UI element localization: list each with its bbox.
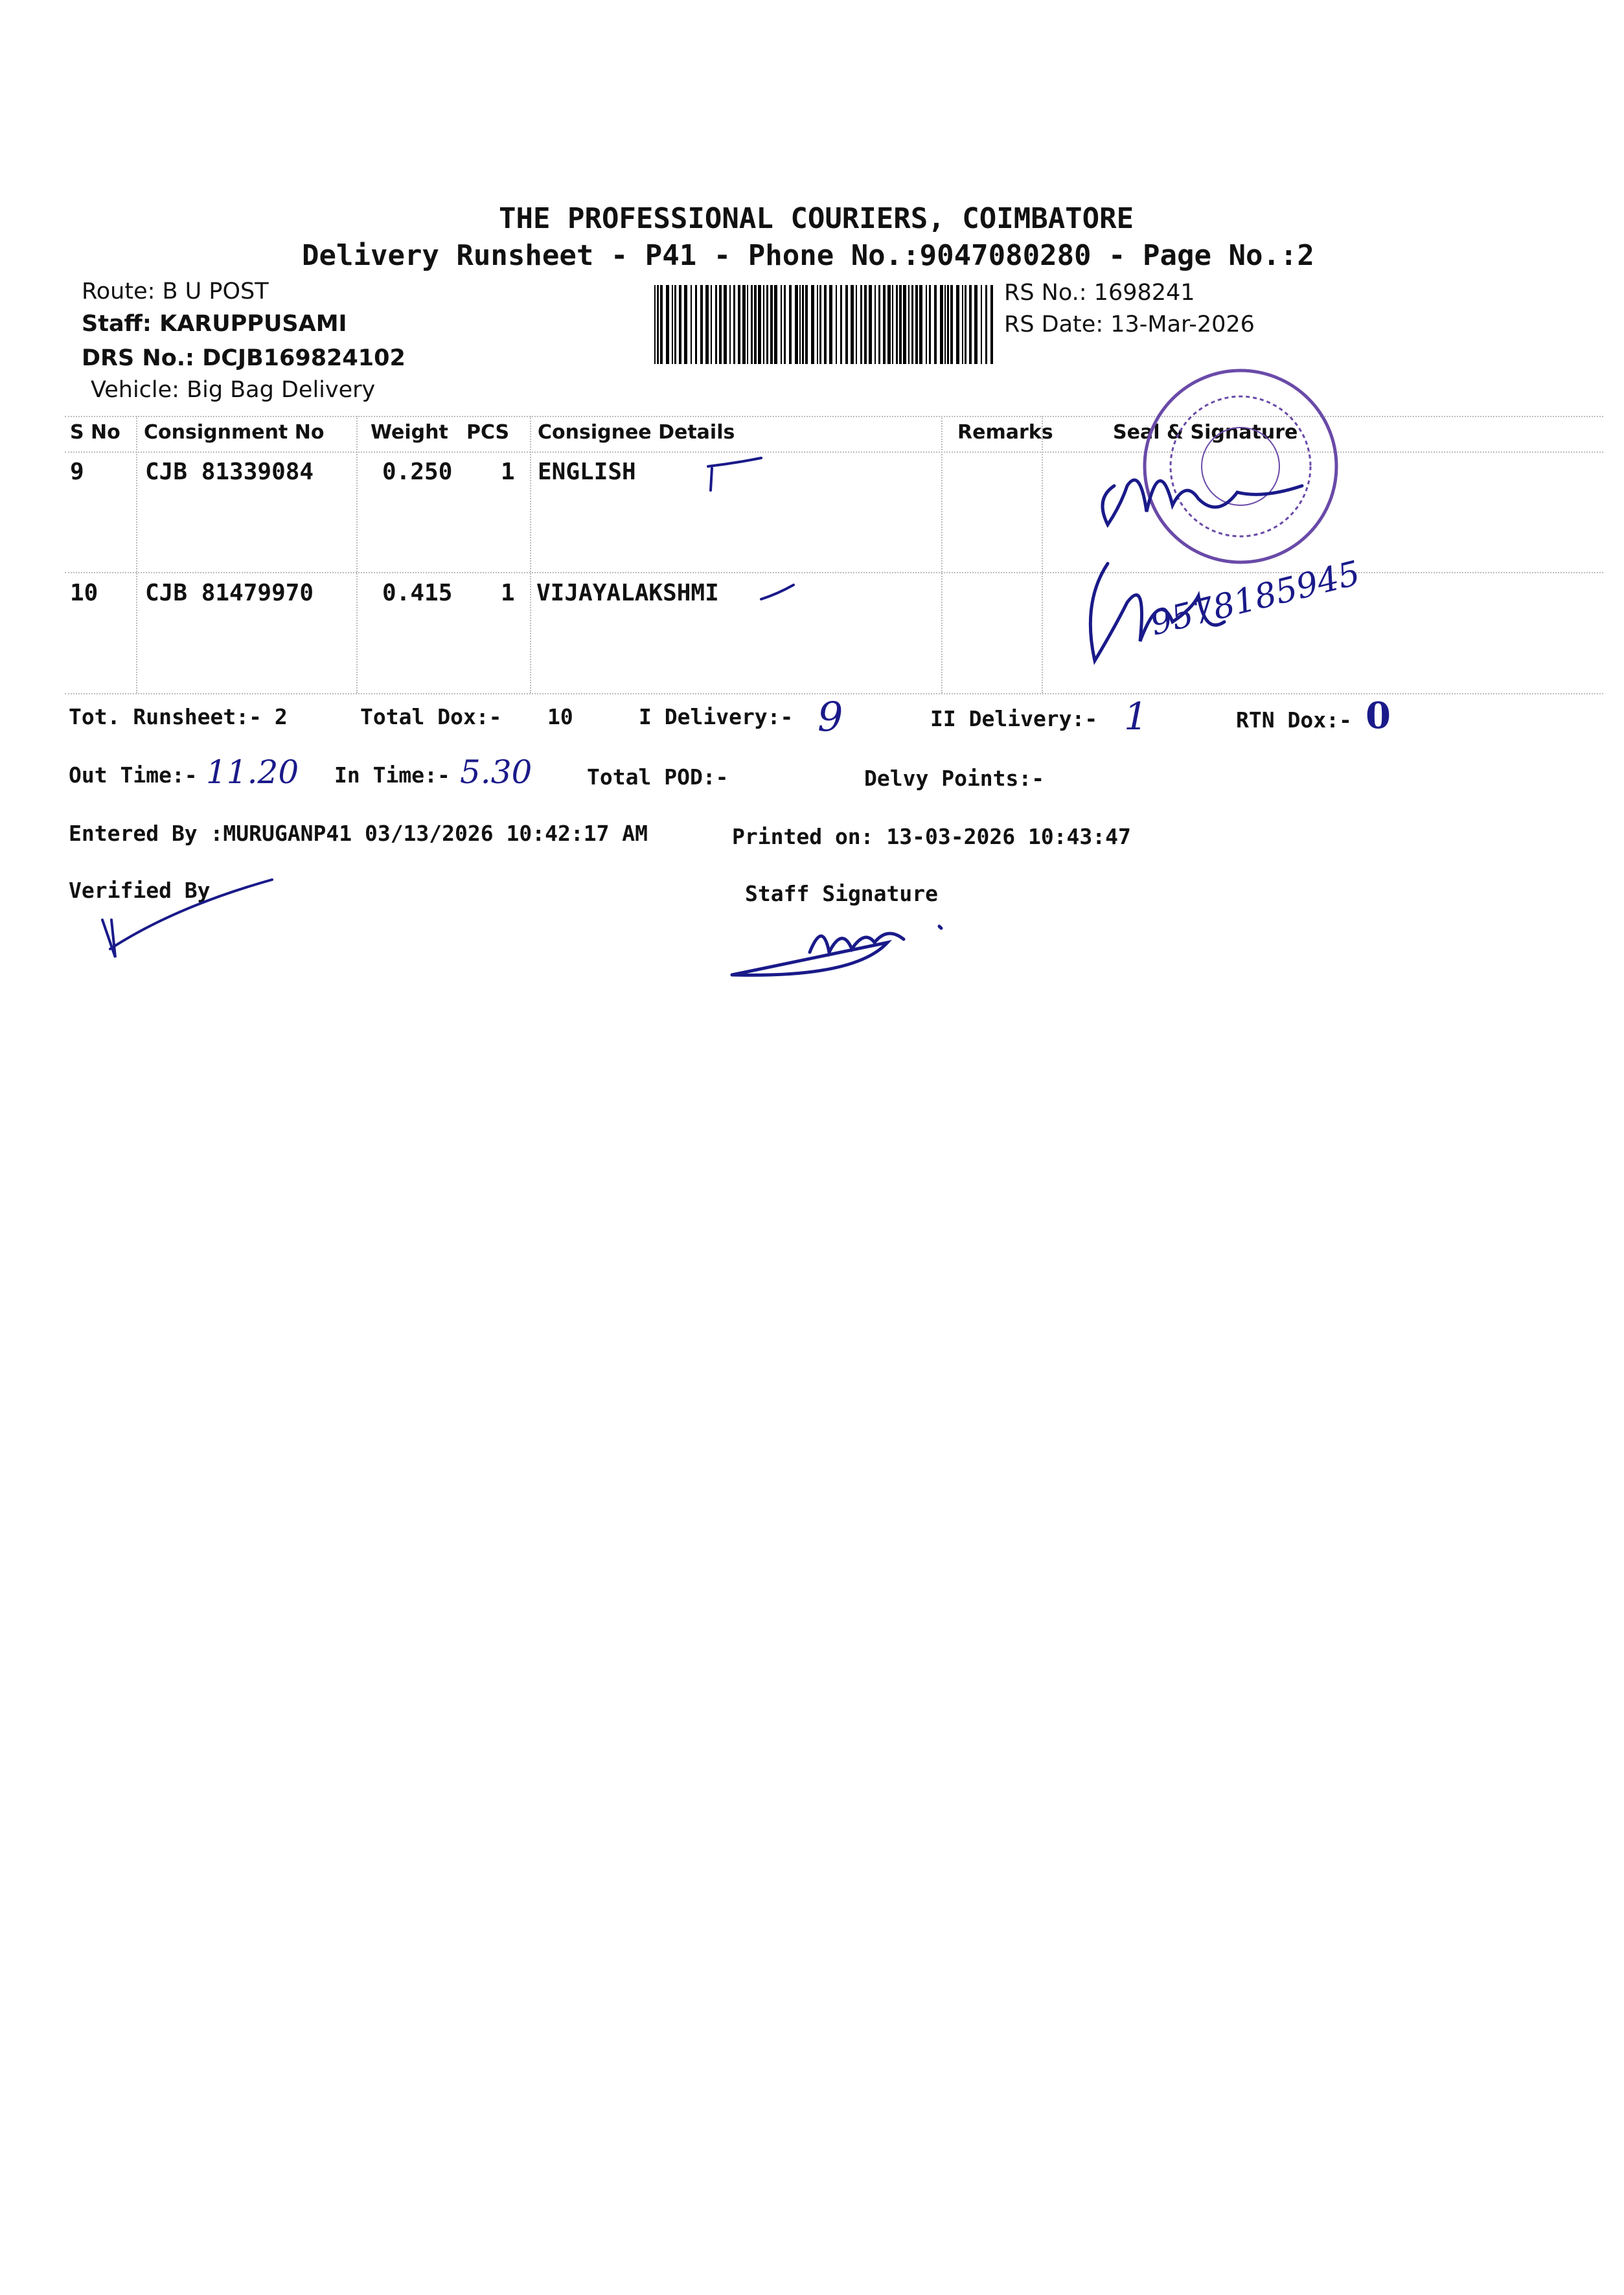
col-divider [136,416,137,693]
runsheet-subtitle: Delivery Runsheet - P41 - Phone No.:9047080280 - Page No.:2 [302,239,1314,272]
row2-consignee: VIJAYALAKSHMI [536,580,719,606]
ii-delivery-label: II Delivery:- [930,706,1098,731]
in-time-label: In Time:- [334,762,450,788]
row2-consignment: CJB 81479970 [145,580,314,606]
vehicle-label: Vehicle: Big Bag Delivery [91,377,376,403]
tick-mark-row1 [703,457,768,496]
total-dox-label: Total Dox:- [360,704,502,729]
staff-signature [719,907,965,985]
row2-weight: 0.415 [382,580,453,606]
rs-number: RS No.: 1698241 [1004,280,1195,306]
col-weight: Weight [371,421,448,444]
signature-row1 [1088,428,1321,544]
company-title: THE PROFESSIONAL COURIERS, COIMBATORE [499,202,1134,235]
col-divider [356,416,358,693]
out-time-label: Out Time:- [69,762,198,788]
i-delivery-label: I Delivery:- [639,704,794,729]
row1-consignee: ENGLISH [538,459,636,485]
i-delivery-value: 9 [818,693,843,740]
drs-number: DRS No.: DCJB169824102 [82,345,406,371]
barcode-image [654,285,998,364]
rtn-dox-value: 0 [1366,694,1391,737]
table-row-rule [65,572,1603,573]
staff-signature-label: Staff Signature [745,881,939,906]
col-sno: S No [70,421,120,444]
row1-weight: 0.250 [382,459,453,485]
delvy-points-label: Delvy Points:- [864,766,1045,791]
in-time-value: 5.30 [460,753,532,791]
staff-label: Staff: KARUPPUSAMI [82,311,347,337]
table-top-rule [65,416,1603,417]
verified-by-label: Verified By [69,878,211,903]
entered-by: Entered By :MURUGANP41 03/13/2026 10:42:17 AM [69,821,648,846]
route-label: Route: B U POST [82,279,269,304]
col-seal-signature: Seal & Signature [1113,421,1298,444]
col-pcs: PCS [466,421,510,444]
row1-consignment: CJB 81339084 [145,459,314,485]
total-pod-label: Total POD:- [587,764,729,790]
verified-signature [97,874,279,965]
col-divider [530,416,531,693]
tick-mark-row2 [758,580,803,606]
row1-pcs: 1 [501,459,515,485]
printed-on: Printed on: 13-03-2026 10:43:47 [732,824,1131,849]
rs-date: RS Date: 13-Mar-2026 [1004,312,1255,337]
rtn-dox-label: RTN Dox:- [1236,707,1352,733]
col-divider [1042,416,1043,693]
total-dox-value: 10 [547,704,573,729]
table-header-rule [65,451,1603,453]
ii-delivery-value: 1 [1124,694,1148,738]
out-time-value: 11.20 [206,753,299,791]
handwritten-phone: 9578185945 [1147,553,1364,644]
row1-sno: 9 [70,459,84,485]
row2-sno: 10 [70,580,98,606]
col-consignment: Consignment No [144,421,325,444]
tot-runsheet: Tot. Runsheet:- 2 [69,704,288,729]
col-consignee: Consignee Details [538,421,735,444]
row2-pcs: 1 [501,580,515,606]
col-remarks: Remarks [957,421,1053,444]
col-divider [941,416,943,693]
